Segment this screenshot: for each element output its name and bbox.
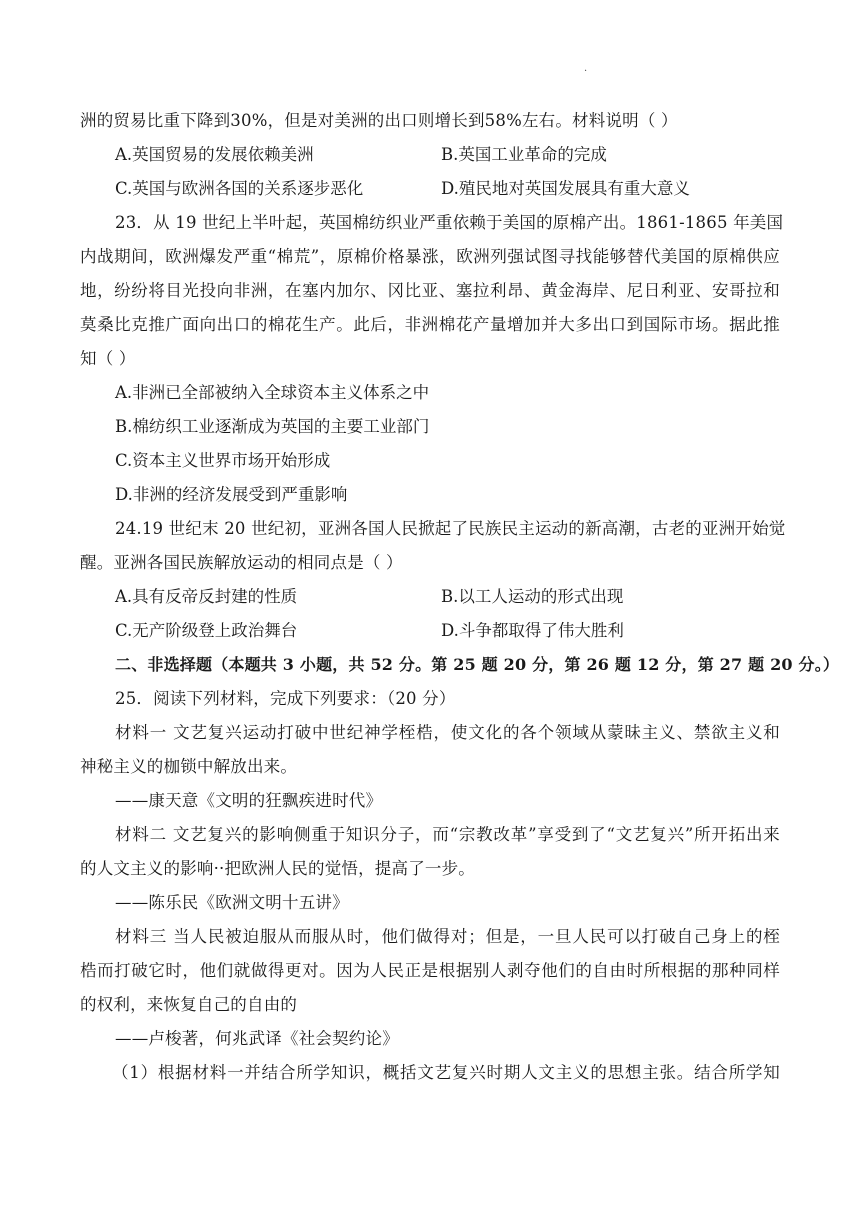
q25-material-3-line: 材料三 当人民被迫服从而服从时，他们做得对；但是，一旦人民可以打破自己身上的桎 bbox=[115, 927, 780, 946]
q24-option-a: A.具有反帝反封建的性质 bbox=[115, 587, 298, 606]
q23-stem-line: 内战期间，欧洲爆发严重“棉荒”，原棉价格暴涨，欧洲列强试图寻找能够替代美国的原棉供应 bbox=[80, 247, 780, 266]
q22-option-d: D.殖民地对英国发展具有重大意义 bbox=[441, 179, 690, 198]
q25-material-3-line: 梏而打破它时，他们就做得更对。因为人民正是根据别人剥夺他们的自由时所根据的那种同样 bbox=[80, 961, 780, 980]
q24-stem-line: 醒。亚洲各国民族解放运动的相同点是（ ） bbox=[80, 553, 403, 572]
q25-subquestion-1: （1）根据材料一并结合所学知识，概括文艺复兴时期人文主义的思想主张。结合所学知 bbox=[112, 1063, 780, 1082]
q25-material-2-source: ——陈乐民《欧洲文明十五讲》 bbox=[115, 893, 349, 912]
q24-stem-line: 24.19 世纪末 20 世纪初，亚洲各国人民掀起了民族民主运动的新高潮，古老的亚洲开始觉 bbox=[115, 519, 786, 538]
q23-stem-line: 地，纷纷将目光投向非洲，在塞内加尔、冈比亚、塞拉利昂、黄金海岸、尼日利亚、安哥拉和 bbox=[80, 281, 780, 300]
section-heading: 二、非选择题（本题共 3 小题，共 52 分。第 25 题 20 分，第 26 题 12 分，第 27 题 20 分。） bbox=[115, 655, 840, 674]
q23-stem-line: 23．从 19 世纪上半叶起，英国棉纺织业严重依赖于美国的原棉产出。1861-1865 年美国 bbox=[115, 213, 784, 232]
header-mark: · bbox=[584, 66, 588, 77]
q22-option-c: C.英国与欧洲各国的关系逐步恶化 bbox=[115, 179, 364, 198]
q23-option-c: C.资本主义世界市场开始形成 bbox=[115, 451, 331, 470]
q25-material-1-line: 材料一 文艺复兴运动打破中世纪神学桎梏，使文化的各个领域从蒙昧主义、禁欲主义和 bbox=[115, 723, 780, 742]
q24-option-b: B.以工人运动的形式出现 bbox=[441, 587, 624, 606]
q25-material-1-line: 神秘主义的枷锁中解放出来。 bbox=[80, 757, 298, 776]
q25-material-2-line: 的人文主义的影响··把欧洲人民的觉悟，提高了一步。 bbox=[80, 859, 475, 878]
q22-option-a: A.英国贸易的发展依赖美洲 bbox=[115, 145, 314, 164]
q23-stem-line: 知（ ） bbox=[80, 349, 136, 368]
q22-option-b: B.英国工业革命的完成 bbox=[441, 145, 607, 164]
q25-intro: 25．阅读下列材料，完成下列要求：（20 分） bbox=[115, 689, 456, 708]
q25-material-3-line: 的权利，来恢复自己的自由的 bbox=[80, 995, 298, 1014]
q23-option-d: D.非洲的经济发展受到严重影响 bbox=[115, 485, 348, 504]
q24-option-d: D.斗争都取得了伟大胜利 bbox=[441, 621, 624, 640]
q23-option-a: A.非洲已全部被纳入全球资本主义体系之中 bbox=[115, 383, 430, 402]
q24-option-c: C.无产阶级登上政治舞台 bbox=[115, 621, 298, 640]
q22-stem-continuation: 洲的贸易比重下降到30%，但是对美洲的出口则增长到58%左右。材料说明（ ） bbox=[80, 111, 678, 130]
q25-material-2-line: 材料二 文艺复兴的影响侧重于知识分子，而“宗教改革”享受到了“文艺复兴”所开拓出来 bbox=[115, 825, 780, 844]
q25-material-3-source: ——卢梭著，何兆武译《社会契约论》 bbox=[115, 1029, 399, 1048]
q23-stem-line: 莫桑比克推广面向出口的棉花生产。此后，非洲棉花产量增加并大多出口到国际市场。据此推 bbox=[80, 315, 780, 334]
q23-option-b: B.棉纺织工业逐渐成为英国的主要工业部门 bbox=[115, 417, 430, 436]
q25-material-1-source: ——康天意《文明的狂飘疾进时代》 bbox=[115, 791, 383, 810]
